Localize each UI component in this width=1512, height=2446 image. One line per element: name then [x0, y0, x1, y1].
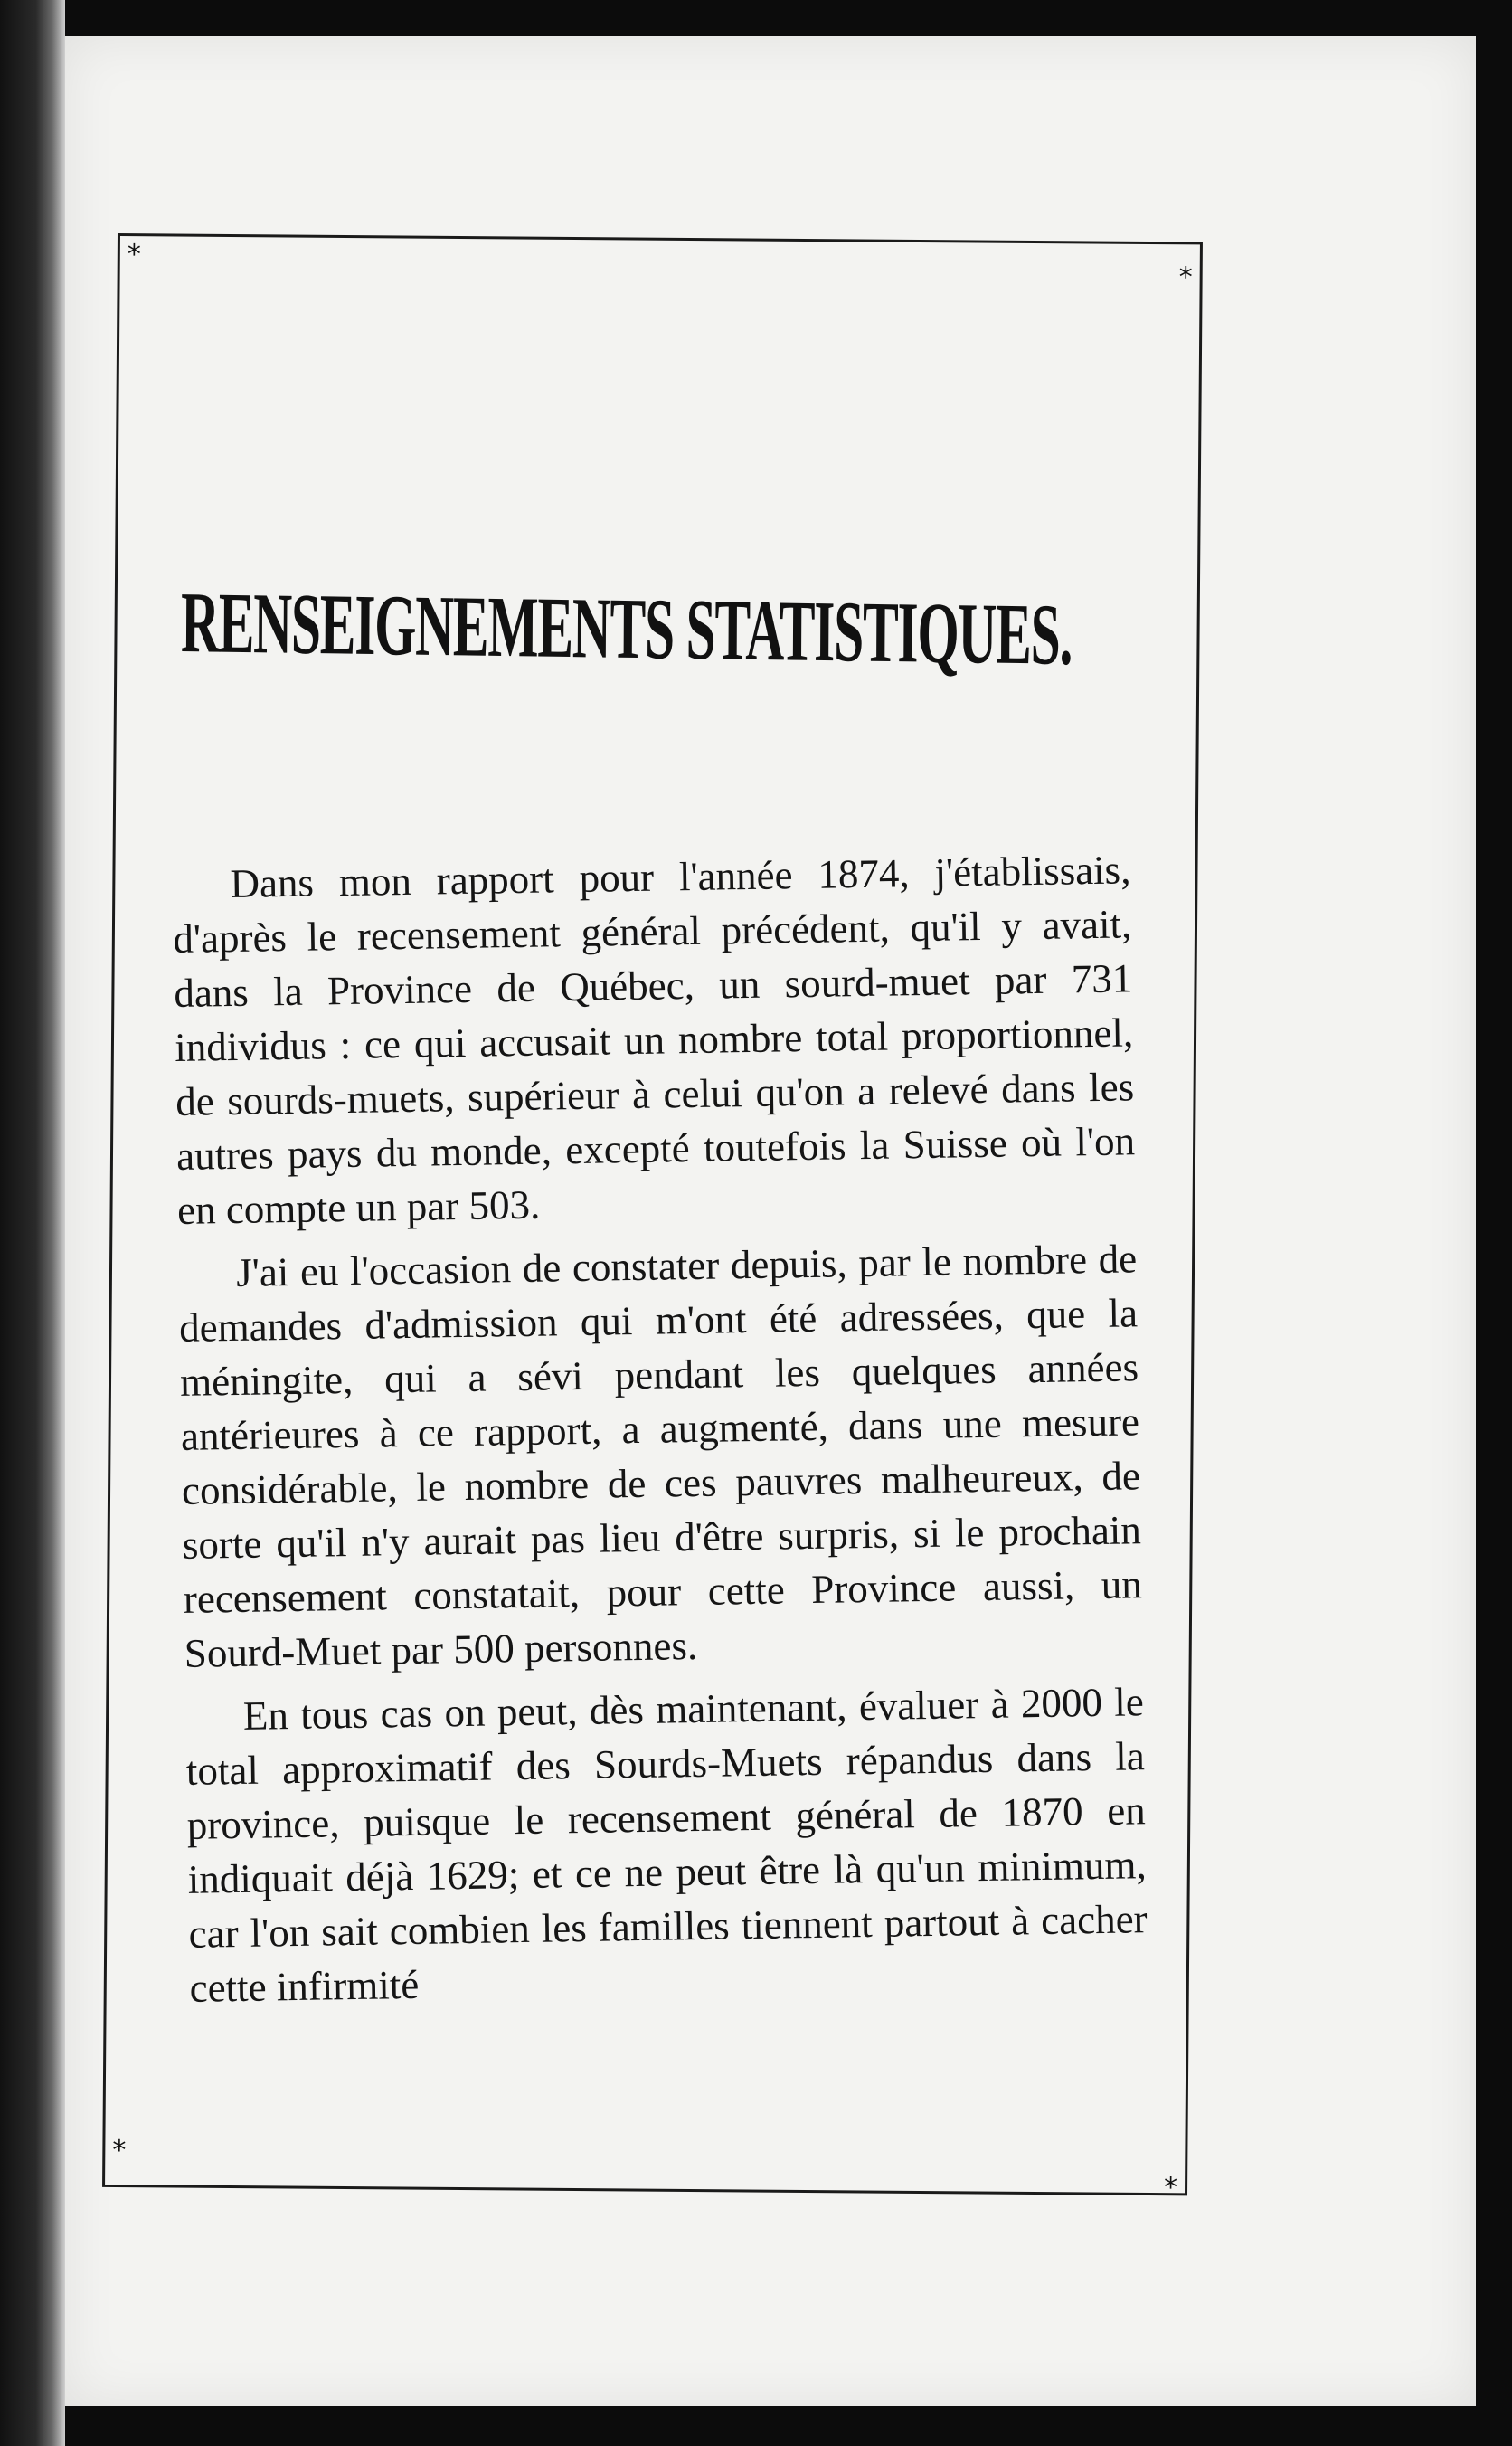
paragraph-2: J'ai eu l'occasion de constater depuis, par le nombre de demandes d'admission qui m'ont été adressées, que la méningite, qui a sévi pendant les quelques années antérieures à ce rapport, a augmenté, dans une mesure considérable, le nombre de ces pauvres malheureux, de sorte qu'il n'y aurait pas lieu d'être surpris, si le prochain recensement constatait, pour cette Province aussi, un Sourd-Muet par 500 personnes. — [178, 1236, 1143, 1676]
paragraph-3: En tous cas on peut, dès maintenant, évaluer à 2000 le total approximatif des Sourds-Muets répandus dans la province, puisque le recensement général de 1870 en indiquait déjà 1629; et ce ne peut être là qu'un minimum, car l'on sait combien les familles tiennent partout à cacher cette infirmité — [185, 1679, 1148, 2011]
corner-asterisk-bottom-right: * — [1163, 2172, 1178, 2204]
book-spine-edge — [0, 0, 65, 2446]
paragraph-1: Dans mon rapport pour l'année 1874, j'établissais, d'après le recensement général précédent, qu'il y avait, dans la Province de Québec, un sourd-muet par 731 individus : ce qui accusait un nombre total proportionnel, de sourds-muets, supérieur à celui qu'on a relevé dans les autres pays du monde, excepté toutefois la Suisse où l'on en compte un par 503. — [173, 847, 1136, 1233]
corner-asterisk-top-left: * — [127, 239, 141, 271]
corner-asterisk-bottom-left: * — [112, 2135, 127, 2167]
corner-asterisk-top-right: * — [1178, 261, 1193, 294]
body-text — [172, 842, 1148, 2024]
page-title: RENSEIGNEMENTS STATISTIQUES. — [180, 574, 1073, 683]
